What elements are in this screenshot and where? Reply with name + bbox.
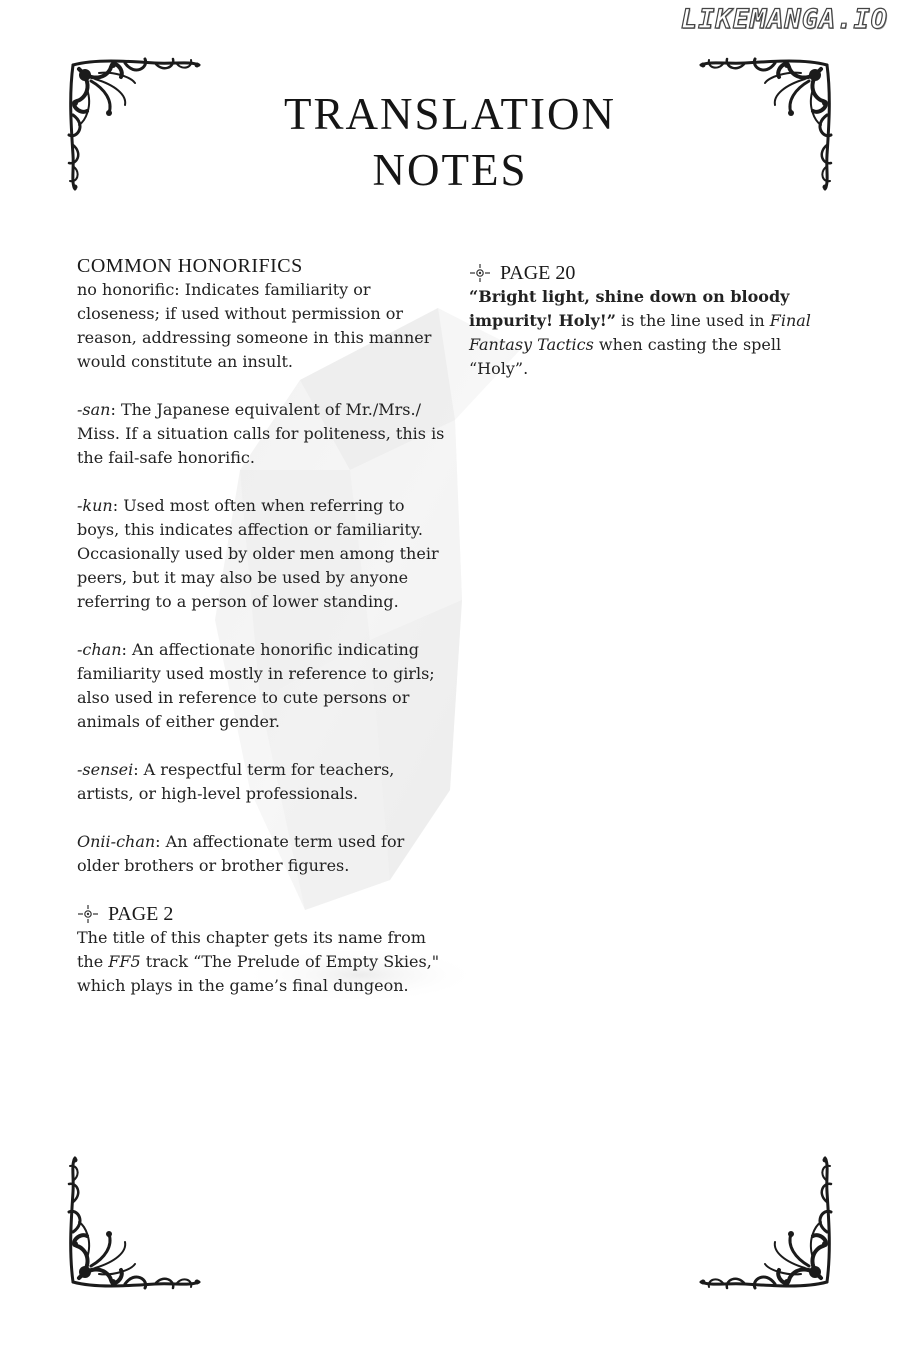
honorific-entry — [77, 398, 447, 470]
honorific-definition: : An affectionate term used for older brothers or brother figures. — [77, 832, 405, 875]
page-note-label: PAGE 20 — [500, 262, 576, 284]
honorific-term: -chan — [77, 640, 122, 659]
game-title: FF5 — [108, 952, 141, 971]
corner-ornament-bottom-right — [695, 1152, 835, 1292]
page-title — [0, 86, 900, 198]
note-text: The title of this chapter gets its name from the — [77, 928, 426, 971]
honorific-term: -san — [77, 400, 111, 419]
floral-scroll-icon — [695, 1152, 835, 1292]
page-note-body — [469, 285, 829, 381]
page-note-label: PAGE 2 — [108, 903, 174, 925]
title-line-2: NOTES — [372, 145, 528, 195]
honorific-definition: : Indicates familiarity or closeness; if used without permission or reason, addressing someone in this manner would constitute an insult. — [77, 280, 432, 371]
title-line-1: TRANSLATION — [284, 89, 616, 139]
quoted-line: “Bright light, shine down on bloody impurity! Holy!” — [469, 287, 790, 330]
honorific-definition: : An affectionate honorific indicating familiarity used mostly in reference to girls; also used in reference to cute persons or animals of either gender. — [77, 640, 435, 731]
honorific-term: no honorific — [77, 280, 175, 299]
compass-bullet-icon — [469, 264, 491, 282]
left-column — [77, 254, 447, 1022]
corner-ornament-bottom-left — [65, 1152, 205, 1292]
note-text: when casting the spell “Holy”. — [469, 335, 782, 378]
honorific-entry — [77, 278, 447, 374]
honorific-entry — [77, 758, 447, 806]
honorific-term: -kun — [77, 496, 113, 515]
honorific-definition: : The Japanese equivalent of Mr./Mrs./ Miss. If a situation calls for politeness, this is the fail-safe honorific. — [77, 400, 445, 467]
honorific-definition: : Used most often when referring to boys, this indicates affection or familiarity. Occasionally used by older men among their peers, but it may also be used by anyone referring to a person of lower standing. — [77, 496, 439, 611]
honorific-entry — [77, 830, 447, 878]
honorific-definition: : A respectful term for teachers, artists, or high-level professionals. — [77, 760, 395, 803]
note-text: track “The Prelude of Empty Skies," which plays in the game’s final dungeon. — [77, 952, 440, 995]
page-note-body — [77, 926, 447, 998]
note-text: is the line used in — [616, 311, 770, 330]
honorific-term: Onii-chan — [77, 832, 156, 851]
section-heading-common-honorifics: COMMON HONORIFICS — [77, 255, 303, 277]
floral-scroll-icon — [65, 1152, 205, 1292]
honorific-entry — [77, 494, 447, 614]
game-title: Final Fantasy Tactics — [469, 311, 811, 354]
honorific-entry — [77, 638, 447, 734]
compass-bullet-icon — [77, 905, 99, 923]
page-note-heading — [469, 261, 829, 285]
right-column — [469, 261, 829, 405]
honorific-term: -sensei — [77, 760, 134, 779]
page-note-heading — [77, 902, 447, 926]
site-watermark: LIKEMANGA.IO — [680, 4, 888, 35]
